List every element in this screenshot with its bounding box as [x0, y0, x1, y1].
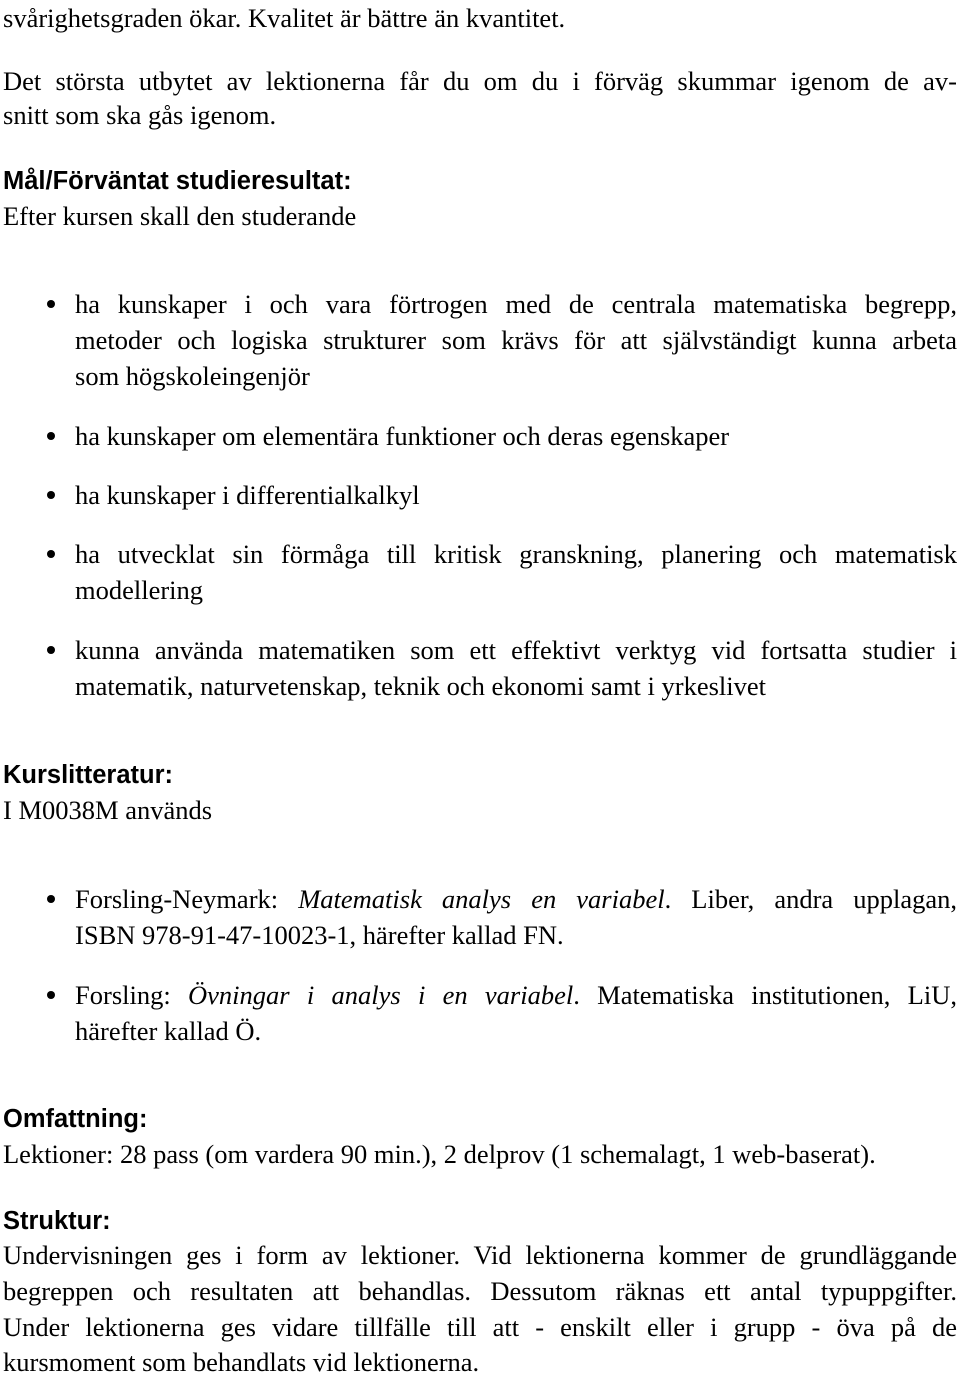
book-2-author: Forsling:: [75, 980, 171, 1010]
goal-item-2: ha kunskaper om elementära funktioner och deras egenskaper: [75, 421, 730, 451]
structure-line-2: begreppen och resultaten att behandlas. Dessutom räknas ett antal typuppgifter.: [3, 1276, 957, 1306]
bullet-icon: [47, 646, 55, 654]
bullet-icon: [47, 550, 55, 558]
structure-heading: Struktur:: [3, 1207, 111, 1235]
bullet-icon: [47, 491, 55, 499]
goal-item-4-line-2: modellering: [75, 575, 204, 605]
goal-item-1-line-2: metoder och logiska strukturer som krävs för att självständigt kunna arbeta: [75, 325, 957, 355]
goals-heading: Mål/Förväntat studieresultat:: [3, 167, 352, 195]
literature-lead: I M0038M används: [3, 795, 213, 825]
goal-item-5-line-2: matematik, naturvetenskap, teknik och ekonomi samt i yrkeslivet: [75, 671, 767, 701]
book-1-line-2: ISBN 978-91-47-10023-1, härefter kallad FN.: [75, 920, 564, 950]
book-2-line-1: [75, 977, 957, 1013]
goal-item-1-line-1: ha kunskaper i och vara förtrogen med de centrala matematiska begrepp,: [75, 289, 957, 319]
book-2-publisher: . Matematiska institutionen, LiU,: [573, 980, 957, 1010]
goal-item-4-line-1: ha utvecklat sin förmåga till kritisk granskning, planering och matematisk: [75, 539, 957, 569]
scope-heading: Omfattning:: [3, 1105, 148, 1133]
bullet-icon: [47, 991, 55, 999]
book-1-author: Forsling-Neymark:: [75, 884, 279, 914]
structure-line-1: Undervisningen ges i form av lektioner. Vid lektionerna kommer de grundläggande: [3, 1240, 957, 1270]
intro-paragraph-line-2: snitt som ska gås igenom.: [3, 100, 277, 130]
scope-text: Lektioner: 28 pass (om vardera 90 min.), 2 delprov (1 schemalagt, 1 web-baserat).: [3, 1139, 876, 1169]
bullet-icon: [47, 300, 55, 308]
literature-heading: Kurslitteratur:: [3, 761, 174, 789]
goal-item-1-line-3: som högskoleingenjör: [75, 361, 310, 391]
goals-lead: Efter kursen skall den studerande: [3, 201, 357, 231]
bullet-icon: [47, 432, 55, 440]
intro-paragraph-line-1: Det största utbytet av lektionerna får du om du i förväg skummar igenom de av-: [3, 66, 957, 96]
book-2-title: Övningar i analys i en variabel: [188, 980, 574, 1010]
goal-item-5-line-1: kunna använda matematiken som ett effektivt verktyg vid fortsatta studier i: [75, 635, 957, 665]
book-1-publisher: . Liber, andra upplagan,: [664, 884, 958, 914]
bullet-icon: [47, 895, 55, 903]
structure-line-3: Under lektionerna ges vidare tillfälle till att - enskilt eller i grupp - öva på de: [3, 1312, 957, 1342]
intro-line-1: svårighetsgraden ökar. Kvalitet är bättre än kvantitet.: [3, 3, 566, 33]
book-1-line-1: [75, 881, 957, 917]
book-2-line-2: härefter kallad Ö.: [75, 1016, 262, 1046]
book-1-title: Matematisk analys en variabel: [298, 884, 665, 914]
goal-item-3: ha kunskaper i differentialkalkyl: [75, 480, 420, 510]
structure-line-4: kursmoment som behandlats vid lektionerna.: [3, 1347, 480, 1377]
